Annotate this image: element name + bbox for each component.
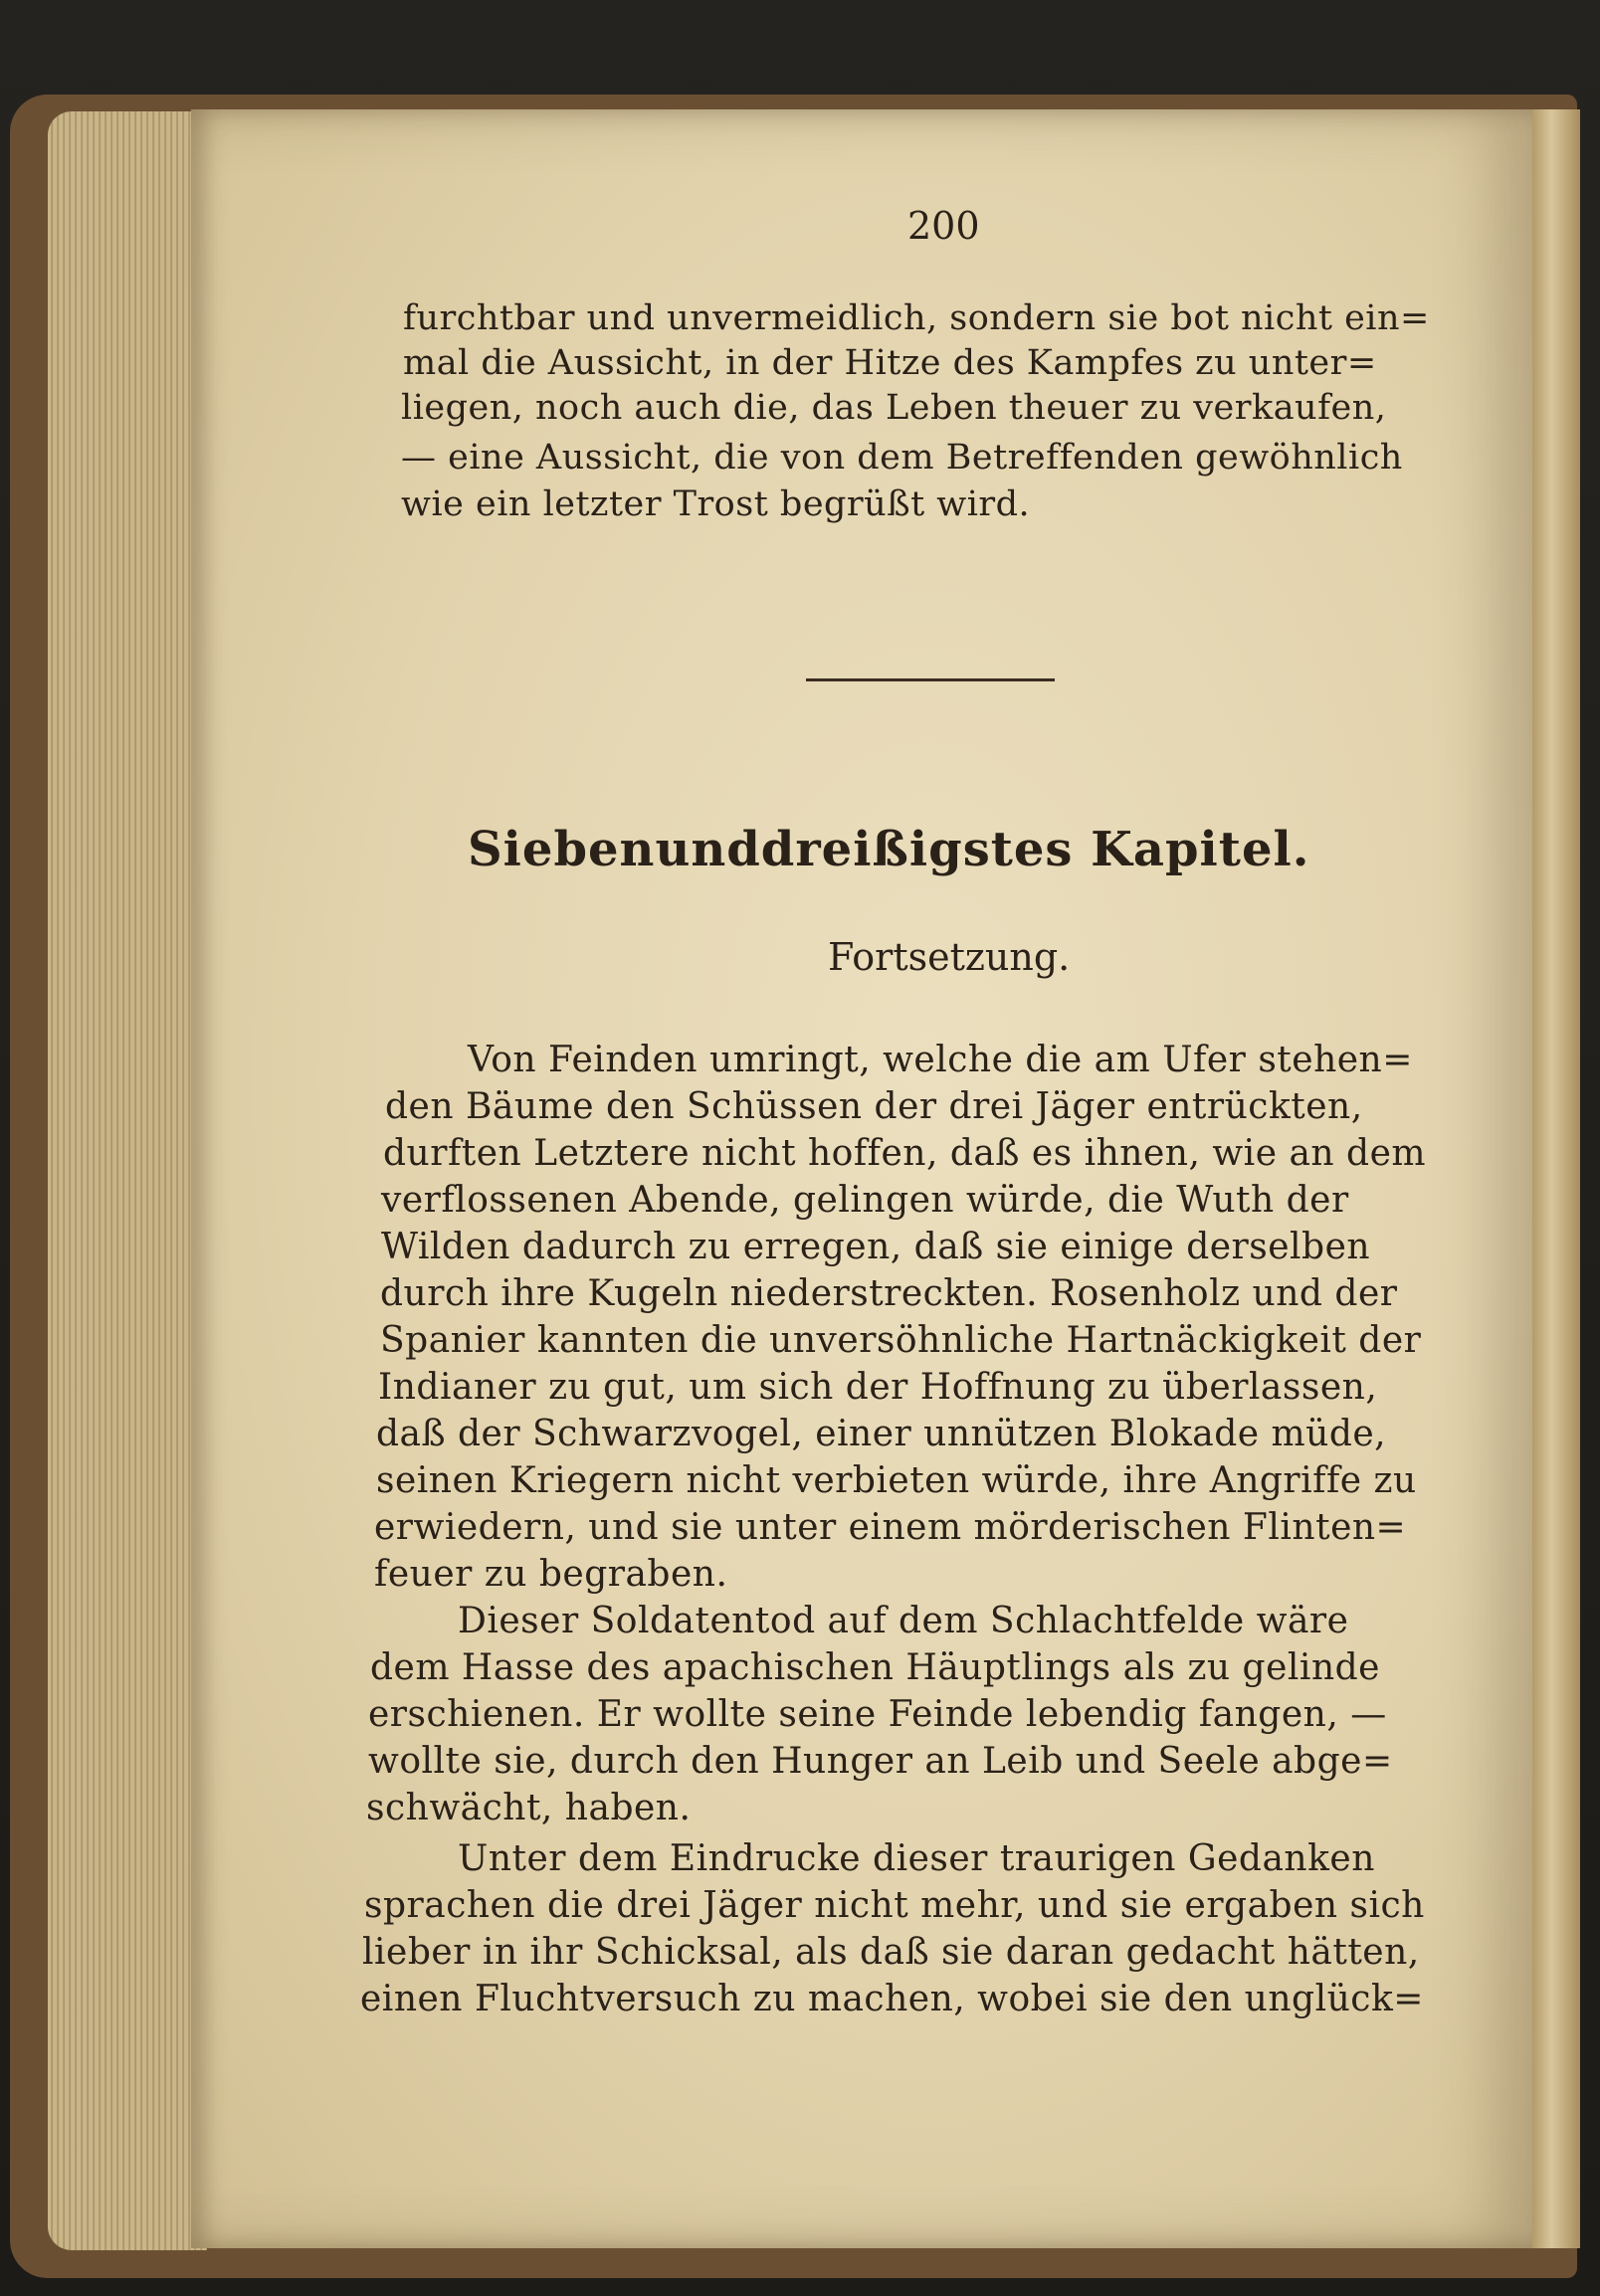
text-line: seinen Kriegern nicht verbieten würde, ihre Angriffe zu — [376, 1460, 1417, 1501]
text-line: erwiedern, und sie unter einem mörderischen Flinten= — [374, 1507, 1407, 1548]
text-line: durften Letztere nicht hoffen, daß es ihnen, wie an dem — [383, 1133, 1427, 1174]
text-line: dem Hasse des apachischen Häuptlings als zu gelinde — [370, 1647, 1380, 1688]
text-line: furchtbar und unvermeidlich, sondern sie bot nicht ein= — [403, 298, 1430, 338]
text-line: feuer zu begraben. — [374, 1554, 728, 1595]
section-divider — [806, 678, 1055, 681]
text-line: Unter dem Eindrucke dieser traurigen Gedanken — [458, 1838, 1375, 1879]
text-line: liegen, noch auch die, das Leben theuer zu verkaufen, — [401, 388, 1387, 428]
text-line: wollte sie, durch den Hunger an Leib und Seele abge= — [368, 1741, 1393, 1782]
text-line: Dieser Soldatentod auf dem Schlachtfelde wäre — [458, 1601, 1349, 1641]
text-line: einen Fluchtversuch zu machen, wobei sie den unglück= — [360, 1979, 1424, 2019]
text-line: Wilden dadurch zu erregen, daß sie einige derselben — [381, 1227, 1371, 1267]
text-line: — eine Aussicht, die von dem Betreffenden gewöhnlich — [401, 438, 1403, 478]
page-stack-edge — [48, 111, 207, 2250]
book-gutter — [1532, 109, 1580, 2248]
text-line: Von Feinden umringt, welche die am Ufer stehen= — [468, 1040, 1413, 1080]
text-line: verflossenen Abende, gelingen würde, die Wuth der — [381, 1180, 1349, 1221]
text-line: daß der Schwarzvogel, einer unnützen Blokade müde, — [376, 1414, 1387, 1454]
text-line: mal die Aussicht, in der Hitze des Kampfes zu unter= — [403, 343, 1377, 383]
text-line: erschienen. Er wollte seine Feinde lebendig fangen, — — [368, 1694, 1387, 1735]
book-page — [191, 109, 1534, 2248]
page-number: 200 — [907, 204, 980, 248]
text-line: Indianer zu gut, um sich der Hoffnung zu überlassen, — [378, 1367, 1378, 1408]
text-line: Spanier kannten die unversöhnliche Hartnäckigkeit der — [380, 1320, 1422, 1361]
chapter-title: Siebenunddreißigstes Kapitel. — [468, 822, 1310, 877]
chapter-subtitle: Fortsetzung. — [828, 935, 1071, 979]
text-line: schwächt, haben. — [366, 1788, 692, 1828]
text-line: durch ihre Kugeln niederstreckten. Rosenholz und der — [380, 1273, 1398, 1314]
text-line: lieber in ihr Schicksal, als daß sie daran gedacht hätten, — [362, 1932, 1420, 1973]
text-line: sprachen die drei Jäger nicht mehr, und sie ergaben sich — [364, 1885, 1425, 1926]
text-line: den Bäume den Schüssen der drei Jäger entrückten, — [385, 1086, 1363, 1127]
text-line: wie ein letzter Trost begrüßt wird. — [401, 484, 1031, 524]
